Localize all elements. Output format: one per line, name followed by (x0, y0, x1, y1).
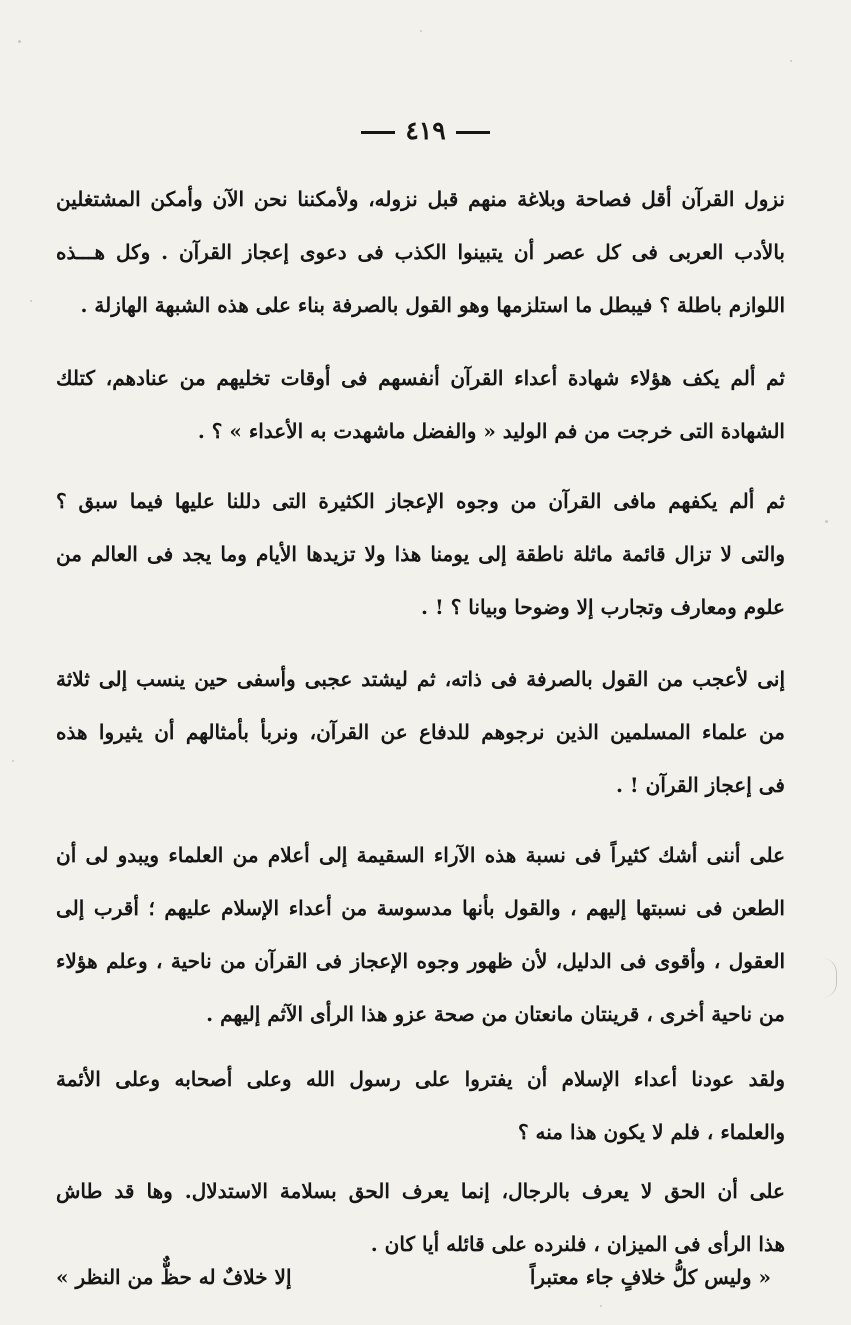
scan-speck (790, 60, 792, 62)
paragraph-line: علوم ومعارف وتجارب إلا وضوحا وبيانا ؟ ! . (421, 595, 785, 619)
paragraph-line: بالأدب العربى فى كل عصر أن يتبينوا الكذب فى دعوى إعجاز القرآن . وكل هـــذه (56, 240, 785, 264)
paragraph-line: إنى لأعجب من القول بالصرفة فى ذاته، ثم ليشتد عجبى وأسفى حين ينسب إلى ثلاثة (56, 667, 785, 691)
page-number-text: ٤١٩ (405, 116, 446, 145)
paragraph-line: ثم ألم يكفهم مافى القرآن من وجوه الإعجاز الكثيرة التى دللنا عليها فيما سبق ؟ (56, 489, 785, 513)
verse-second-hemistich: إلا خلافٌ له حظٌّ من النظر » (56, 1265, 292, 1289)
paragraph-1 (56, 173, 785, 332)
page-number-dash-left (361, 131, 395, 134)
paragraph-line: على أننى أشك كثيراً فى نسبة هذه الآراء السقيمة إلى أعلام من العلماء ويبدو لى أن (56, 843, 785, 867)
paragraph-line: اللوازم باطلة ؟ فيبطل ما استلزمها وهو القول بالصرفة بناء على هذه الشبهة الهازلة . (80, 293, 785, 317)
scan-speck (12, 760, 14, 762)
paragraph-5 (56, 829, 785, 1041)
margin-mark (822, 958, 837, 998)
paragraph-line: العقول ، وأقوى فى الدليل، لأن ظهور وجوه الإعجاز فى القرآن من ناحية ، وعلم هؤلاء (56, 949, 785, 973)
paragraph-line: الطعن فى نسبتها إليهم ، والقول بأنها مدسوسة من أعداء الإسلام عليهم ؛ أقرب إلى (56, 896, 785, 920)
paragraph-7 (56, 1165, 785, 1271)
paragraph-line: هذا الرأى فى الميزان ، فلنرده على قائله أيا كان . (370, 1232, 785, 1256)
paragraph-line: على أن الحق لا يعرف بالرجال، إنما يعرف الحق بسلامة الاستدلال. وها قد طاش (56, 1179, 785, 1203)
scan-speck (825, 520, 828, 523)
scan-speck (600, 1305, 602, 1307)
paragraph-line: الشهادة التى خرجت من فم الوليد « والفضل ماشهدت به الأعداء » ؟ . (197, 419, 785, 443)
page-number (0, 116, 851, 145)
paragraph-line: من علماء المسلمين الذين نرجوهم للدفاع عن القرآن، ونربأ بأمثالهم أن يثيروا هذه (56, 720, 785, 744)
paragraph-2 (56, 352, 785, 458)
poetry-verse (56, 1265, 771, 1289)
paragraph-line: ولقد عودنا أعداء الإسلام أن يفتروا على رسول الله وعلى أصحابه وعلى الأئمة (56, 1067, 785, 1091)
scan-speck (420, 30, 422, 32)
scan-speck (30, 300, 32, 302)
paragraph-line: والتى لا تزال قائمة ماثلة ناطقة إلى يومنا هذا ولا تزيدها الأيام وما يجد فى العالم من (56, 542, 785, 566)
paragraph-line: ثم ألم يكف هؤلاء شهادة أعداء القرآن أنفسهم فى أوقات تخليهم من عنادهم، كتلك (56, 366, 785, 390)
paragraph-line: نزول القرآن أقل فصاحة وبلاغة منهم قبل نزوله، ولأمكننا نحن الآن وأمكن المشتغلين (56, 187, 785, 211)
paragraph-4 (56, 653, 785, 812)
page-number-dash-right (456, 131, 490, 134)
paragraph-3 (56, 475, 785, 634)
paragraph-6 (56, 1053, 785, 1159)
paragraph-line: من ناحية أخرى ، قرينتان مانعتان من صحة عزو هذا الرأى الآثم إليهم . (206, 1002, 785, 1026)
paragraph-line: فى إعجاز القرآن ! . (615, 773, 785, 797)
verse-first-hemistich: « وليس كلُّ خلافٍ جاء معتبراً (529, 1265, 771, 1289)
paragraph-line: والعلماء ، فلم لا يكون هذا منه ؟ (517, 1120, 785, 1144)
scan-speck (18, 40, 21, 43)
